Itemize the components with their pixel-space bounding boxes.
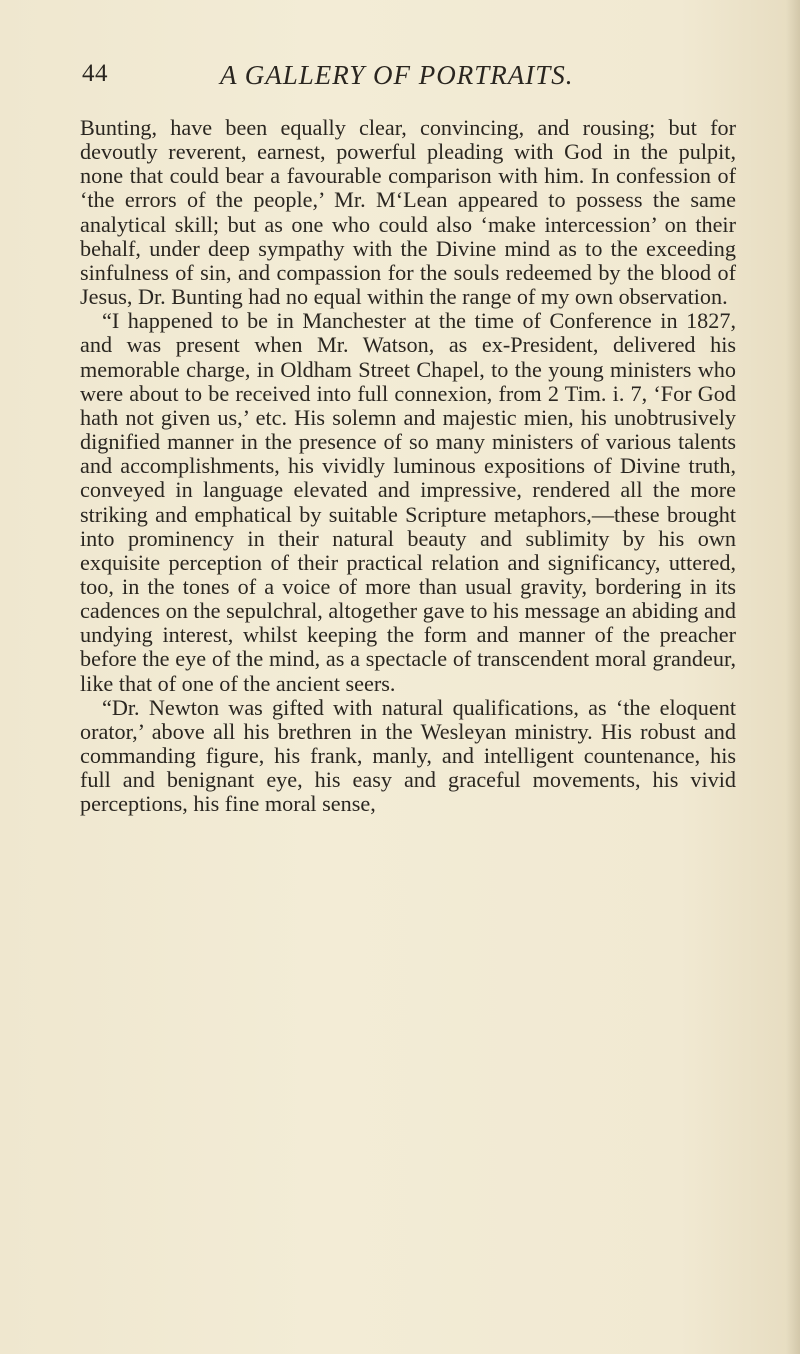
paragraph-watson: “I happened to be in Manchester at the time of Conference in 1827, and was present when Mr. Watson, as ex-President, delivered his memorable charge, in Oldham Street Chapel, to the young ministers who were about to be received into full connexion, from 2 Tim. i. 7, ‘For God hath not given us,’ etc. His solemn and majestic mien, his unobtrusively dignified manner in the presence of so many ministers of various talents and accomplishments, his vividly luminous expositions of Divine truth, conveyed in language elevated and impressive, rendered all the more striking and emphatical by suitable Scripture metaphors,—these brought into prominency in their natural beauty and sublimity by his own exquisite perception of their practical relation and significancy, uttered, too, in the tones of a voice of more than usual gravity, bordering in its cadences on the sepulchral, altogether gave to his message an abiding and undying interest, whilst keeping the form and manner of the preacher before the eye of the mind, as a spectacle of transcendent moral grandeur, like that of one of the ancient seers.	[80, 308, 736, 696]
paragraph-newton: “Dr. Newton was gifted with natural qualifications, as ‘the eloquent orator,’ above all his brethren in the Wesleyan ministry. His robust and commanding figure, his frank, manly, and intelligent countenance, his full and benignant eye, his easy and graceful movements, his vivid perceptions, his fine moral sense,	[80, 694, 736, 817]
body-text	[80, 116, 736, 817]
page-edge-shadow	[786, 0, 800, 1354]
running-title: A GALLERY OF PORTRAITS.	[220, 60, 574, 90]
paragraph-bunting: Bunting, have been equally clear, convincing, and rousing; but for devoutly reverent, earnest, powerful pleading with God in the pulpit, none that could bear a favourable comparison with him. In confession of ‘the errors of the people,’ Mr. M‘Lean appeared to possess the same analytical skill; but as one who could also ‘make intercession’ on their behalf, under deep sympathy with the Divine mind as to the exceeding sinfulness of sin, and compassion for the souls redeemed by the blood of Jesus, Dr. Bunting had no equal within the range of my own observation.	[80, 115, 736, 310]
page-header	[40, 60, 760, 100]
page-number: 44	[82, 60, 108, 87]
